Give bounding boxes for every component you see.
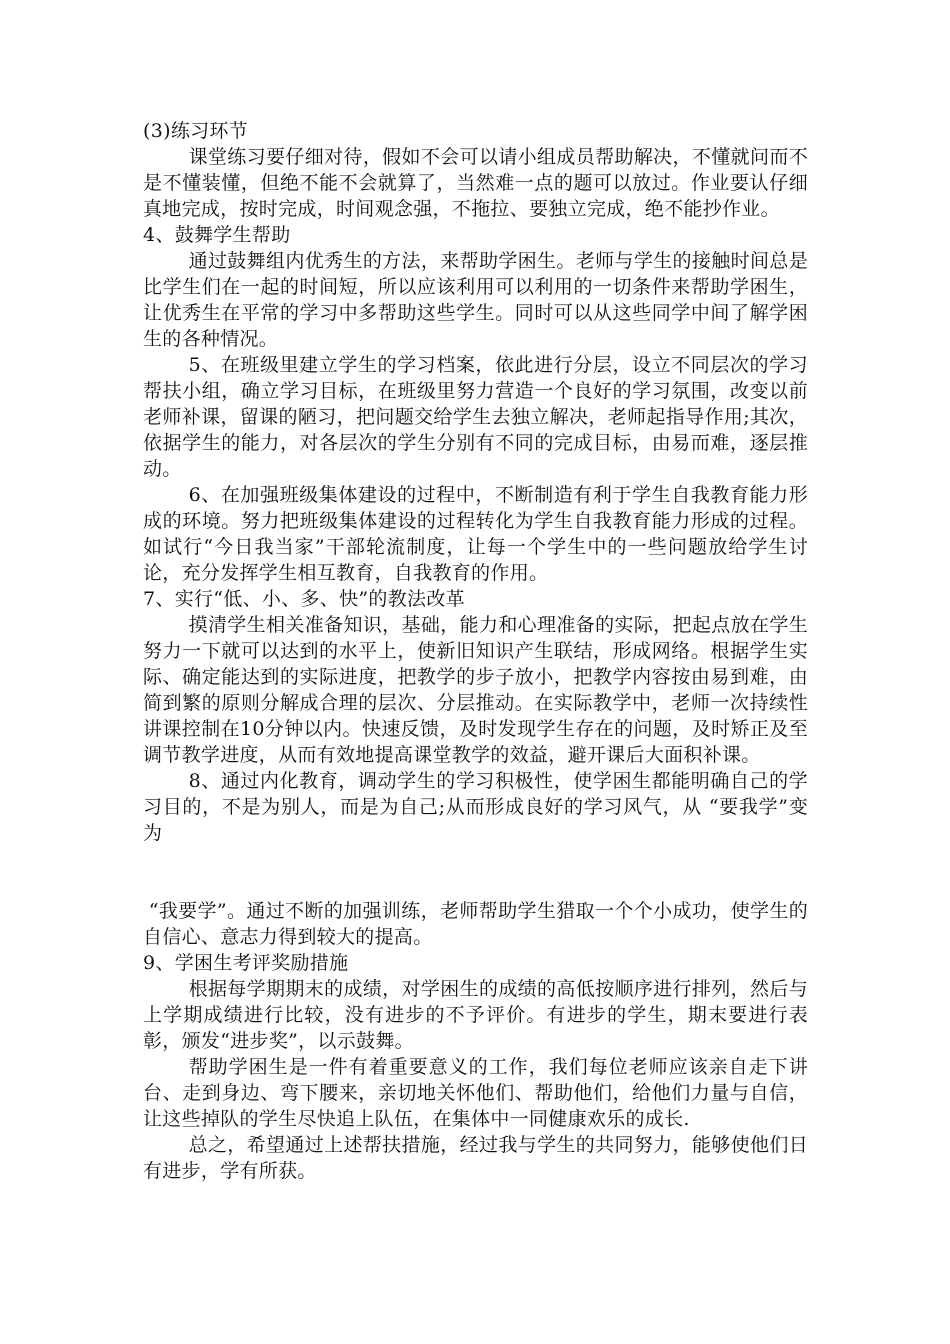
paragraph-item-5: 5、在班级里建立学生的学习档案，依此进行分层，设立不同层次的学习帮扶小组，确立学习目标，在班级里努力营造一个良好的学习氛围，改变以前老师补课，留课的陋习，把问题交给学生去独立解决，老师起指导作用;其次，依据学生的能力，对各层次的学生分别有不同的完成目标，由易而难，逐层推动。 <box>143 354 808 480</box>
paragraph-item-6: 6、在加强班级集体建设的过程中，不断制造有利于学生自我教育能力形成的环境。努力把班级集体建设的过程转化为学生自我教育能力形成的过程。如试行“今日我当家”干部轮流制度，让每一个学生中的一些问题放给学生讨论，充分发挥学生相互教育，自我教育的作用。 <box>143 484 808 584</box>
paragraph-help-significance: 帮助学困生是一件有着重要意义的工作，我们每位老师应该亲自走下讲台、走到身边、弯下腰来，亲切地关怀他们、帮助他们，给他们力量与自信，让这些掉队的学生尽快追上队伍，在集体中一同健康欢乐的成长. <box>143 1056 808 1130</box>
paragraph-reward: 根据每学期期末的成绩，对学困生的成绩的高低按顺序进行排列，然后与上学期成绩进行比较，没有进步的不予评价。有进步的学生，期末要进行表彰，颁发“进步奖”，以示鼓舞。 <box>143 978 808 1052</box>
document-body <box>143 118 808 1184</box>
section-heading-practice: (3)练习环节 <box>143 120 249 142</box>
paragraph-item-8: 8、通过内化教育，调动学生的学习积极性，使学困生都能明确自己的学习目的，不是为别人，而是为自己;从而形成良好的学习风气，从 “要我学”变为 <box>143 770 808 844</box>
paragraph-conclusion: 总之，希望通过上述帮扶措施，经过我与学生的共同努力，能够使他们日有进步，学有所获。 <box>143 1134 808 1182</box>
page-break-gap <box>143 846 808 898</box>
paragraph-practice: 课堂练习要仔细对待，假如不会可以请小组成员帮助解决，不懂就问而不是不懂装懂，但绝不能不会就算了，当然难一点的题可以放过。作业要认仔细真地完成，按时完成，时间观念强，不拖拉、要独立完成，绝不能抄作业。 <box>143 146 808 220</box>
section-heading-encourage: 4、鼓舞学生帮助 <box>143 224 291 246</box>
paragraph-reform: 摸清学生相关准备知识，基础，能力和心理准备的实际，把起点放在学生努力一下就可以达到的水平上，使新旧知识产生联结，形成网络。根据学生实际、确定能达到的实际进度，把教学的步子放小，把教学内容按由易到难，由简到繁的原则分解成合理的层次、分层推动。在实际教学中，老师一次持续性讲课控制在10分钟以内。快速反馈，及时发现学生存在的问题，及时矫正及至调节教学进度，从而有效地提高课堂教学的效益，避开课后大面积补课。 <box>143 614 808 766</box>
section-heading-reward: 9、学困生考评奖励措施 <box>143 952 349 974</box>
paragraph-encourage: 通过鼓舞组内优秀生的方法，来帮助学困生。老师与学生的接触时间总是比学生们在一起的时间短，所以应该利用可以利用的一切条件来帮助学困生，让优秀生在平常的学习中多帮助这些学生。同时可以从这些同学中间了解学困生的各种情况。 <box>143 250 808 350</box>
section-heading-reform: 7、实行“低、小、多、快”的教法改革 <box>143 588 465 610</box>
paragraph-item-8-continued: “我要学”。通过不断的加强训练，老师帮助学生猎取一个个小成功，使学生的自信心、意志力得到较大的提高。 <box>143 900 808 948</box>
